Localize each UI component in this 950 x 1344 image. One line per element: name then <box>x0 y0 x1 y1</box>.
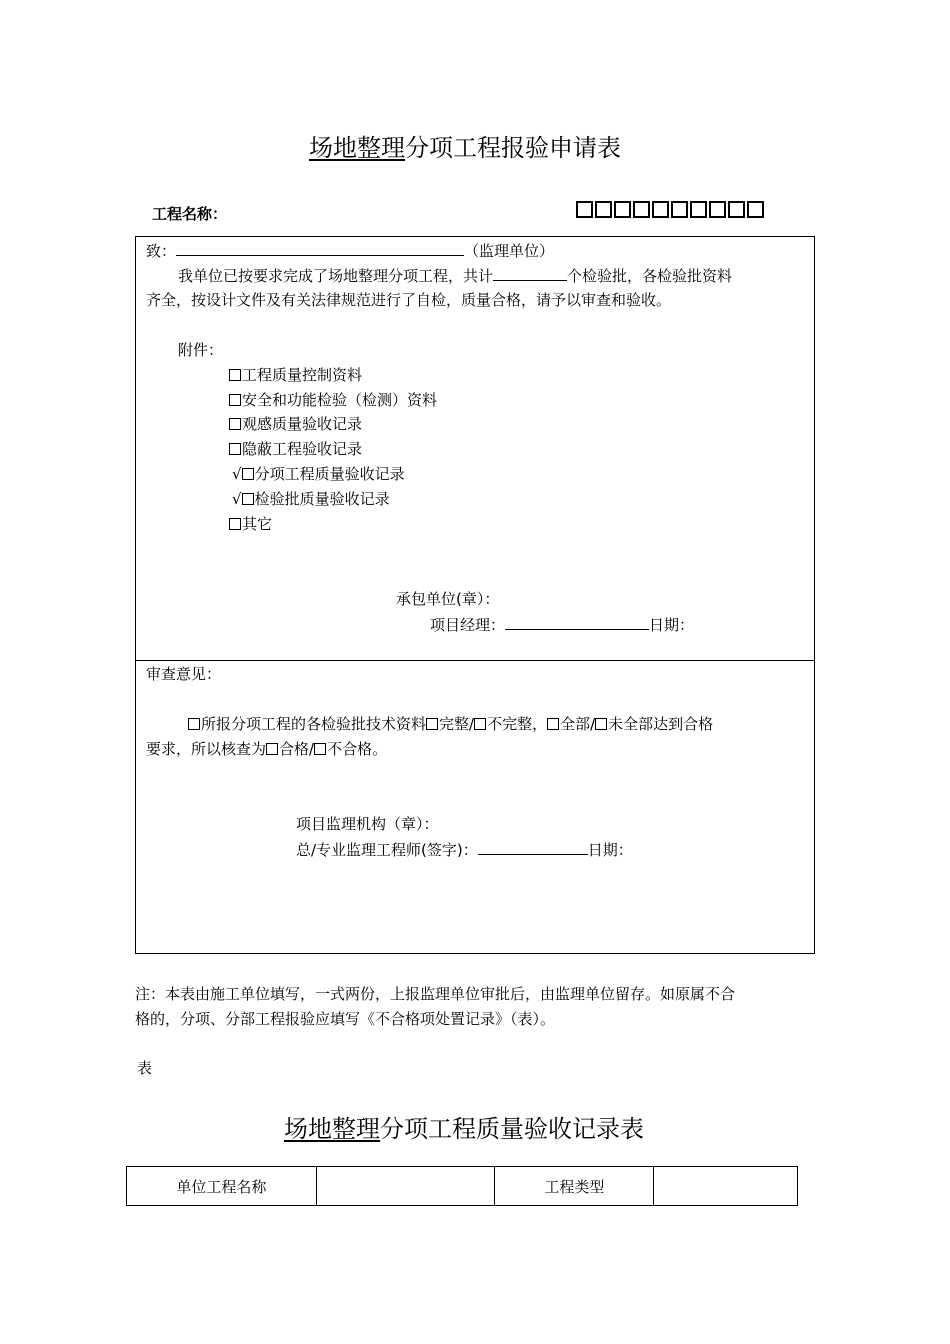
supervisor-unit-field[interactable] <box>176 241 464 256</box>
checkbox[interactable] <box>229 394 241 406</box>
form2-title-rest: 分项工程质量验收记录表 <box>380 1115 644 1143</box>
review-line-1 <box>188 715 713 733</box>
attachment-label: 其它 <box>242 515 273 533</box>
form1-divider <box>135 660 815 661</box>
checkbox[interactable] <box>229 443 241 455</box>
review-opt-pass: 合格/ <box>279 740 315 758</box>
date-label-2: 日期： <box>587 841 633 859</box>
project-name-label: 工程名称： <box>152 205 228 223</box>
note-line-2: 格的，分项、分部工程报验应填写《不合格项处置记录》（表）。 <box>135 1010 556 1028</box>
unit-project-value[interactable] <box>316 1167 495 1206</box>
date-label: 日期： <box>649 616 695 634</box>
attachment-item[interactable] <box>229 440 362 458</box>
review-opt-notall: 未全部达到合格 <box>608 715 714 733</box>
checkbox[interactable] <box>595 718 607 730</box>
attachment-item[interactable] <box>229 515 272 533</box>
form2-title <box>284 1115 644 1143</box>
attachment-item[interactable] <box>229 366 362 384</box>
review-opt-complete: 完整/ <box>439 715 475 733</box>
checkbox[interactable] <box>229 518 241 530</box>
attachment-item[interactable] <box>232 465 405 483</box>
review-text-2: 要求，所以核查为 <box>146 740 267 758</box>
attachment-label: 观感质量验收记录 <box>242 415 363 433</box>
attachments-label: 附件： <box>178 341 224 359</box>
attachment-item[interactable] <box>229 391 437 409</box>
form1-title-underlined: 场地整理 <box>309 134 405 162</box>
review-line-2 <box>146 740 387 758</box>
attachment-label: 安全和功能检验（检测）资料 <box>242 391 438 409</box>
checkbox[interactable] <box>426 718 438 730</box>
body-text-b: 个检验批，各检验批资料 <box>567 267 733 285</box>
checkbox[interactable] <box>314 743 326 755</box>
checkbox[interactable] <box>242 493 254 505</box>
review-opt-fail: 不合格。 <box>327 740 388 758</box>
attachment-item[interactable] <box>229 415 362 433</box>
body-text-a: 我单位已按要求完成了场地整理分项工程，共计 <box>178 267 494 285</box>
engineer-line <box>296 840 633 859</box>
pm-label: 项目经理： <box>430 616 506 634</box>
checkbox[interactable] <box>474 718 486 730</box>
checkbox[interactable] <box>229 369 241 381</box>
attachment-label: 隐蔽工程验收记录 <box>242 440 363 458</box>
form1-title-rest: 分项工程报验申请表 <box>405 134 621 162</box>
unit-project-label: 单位工程名称 <box>127 1167 317 1206</box>
form2-prefix: 表 <box>137 1059 153 1077</box>
batch-count-field[interactable] <box>493 266 567 281</box>
review-opt-incomplete: 不完整， <box>487 715 548 733</box>
table-row <box>127 1167 798 1206</box>
attachment-check: √ <box>232 465 242 483</box>
to-line <box>146 241 554 260</box>
attachment-label: 检验批质量验收记录 <box>254 490 390 508</box>
review-text-1: 所报分项工程的各检验批技术资料 <box>201 715 427 733</box>
form2-table <box>126 1166 798 1206</box>
body-line-2: 齐全，按设计文件及有关法律规范进行了自检，质量合格，请予以审查和验收。 <box>146 291 672 309</box>
form1-title <box>309 134 621 162</box>
note-line-1: 注：本表由施工单位填写，一式两份，上报监理单位审批后，由监理单位留存。如原属不合 <box>135 985 736 1003</box>
form2-title-underlined: 场地整理 <box>284 1115 380 1143</box>
review-label: 审查意见： <box>146 665 222 683</box>
checkbox[interactable] <box>242 468 254 480</box>
attachment-label: 工程质量控制资料 <box>242 366 363 384</box>
checkbox[interactable] <box>229 418 241 430</box>
review-opt-all: 全部/ <box>560 715 596 733</box>
attachment-label: 分项工程质量验收记录 <box>254 465 405 483</box>
attachment-item[interactable] <box>232 490 390 508</box>
project-name-value <box>576 201 766 222</box>
contractor-label: 承包单位(章）： <box>396 590 500 608</box>
checkbox[interactable] <box>188 718 200 730</box>
checkbox[interactable] <box>266 743 278 755</box>
checkbox[interactable] <box>547 718 559 730</box>
supervision-org-label: 项目监理机构（章）： <box>296 815 439 833</box>
project-type-label: 工程类型 <box>495 1167 654 1206</box>
to-label: 致： <box>146 242 177 260</box>
project-type-value[interactable] <box>654 1167 798 1206</box>
pm-line <box>430 615 694 634</box>
body-line-1 <box>178 266 732 285</box>
engineer-signature-field[interactable] <box>478 840 588 855</box>
supervisor-unit-label: （监理单位） <box>464 242 555 260</box>
pm-signature-field[interactable] <box>505 615 649 630</box>
attachment-check: √ <box>232 490 242 508</box>
engineer-label: 总/专业监理工程师(签字)： <box>296 841 478 859</box>
